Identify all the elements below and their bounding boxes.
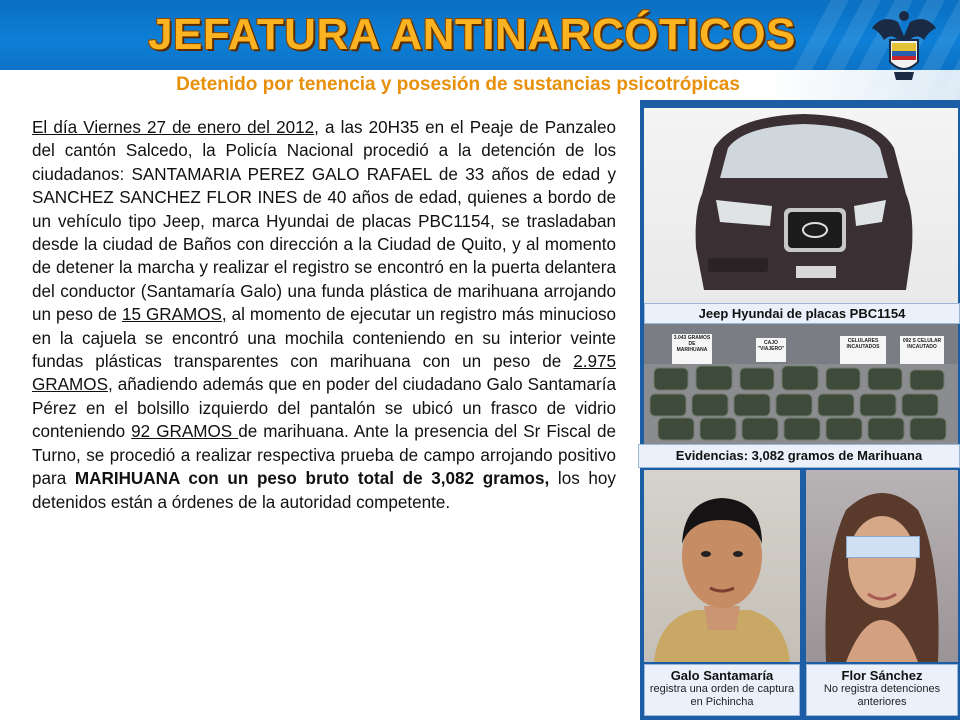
flor-photo — [806, 470, 958, 662]
weight-92g: 92 GRAMOS — [131, 422, 239, 442]
weight-15g: 15 GRAMOS, — [121, 305, 227, 325]
report-date: El día Viernes 27 de enero del 2012 — [32, 118, 315, 137]
police-emblem-icon — [868, 6, 940, 84]
jeep-photo — [644, 108, 958, 304]
evidence-photo — [644, 324, 958, 444]
galo-name: Galo Santamaría — [670, 668, 774, 683]
total-weight: MARIHUANA con un peso bruto total de 3,082 gramos, — [74, 469, 550, 489]
incident-report: El día Viernes 27 de enero del 2012, a las 20H35 en el Peaje de Panzaleo del cantón Salcedo, la Policía Nacional procedió a la detención de los ciudadanos: SANTAMARIA PEREZ GALO RAFAEL de 33 años de edad y SANCHEZ SANCHEZ FLOR INES de 40 años de edad, quienes a bordo de un vehículo tipo Jeep, marca Hyundai de placas PBC1154, se trasladaban desde la ciudad de Baños con dirección a la Ciudad de Quito, y al momento de detener la marcha y realizar el registro se encontró en la puerta delantera del conductor (Santamaría Galo) una funda plástica de marihuana arrojando un peso de 15 GRAMOS, al momento de ejecutar un registro más minucioso en la cajuela se encontró una mochila conteniendo en su interior veinte fundas plásticas transparentes con marihuana con un peso de 2.975 GRAMOS, añadiendo además que en poder del ciudadano Galo Santamaría Pérez en el bolsillo izquierdo del pantalón se ubicó un frasco de vidrio conteniendo 92 GRAMOS de marihuana. Ante la presencia del Sr Fiscal de Turno, se procedió a realizar respectiva prueba de campo arrojando positivo para MARIHUANA con un peso bruto total de 3,082 gramos, los hoy detenidos están a órdenes de la autoridad competente. — [32, 118, 617, 512]
page-subtitle: Detenido por tenencia y posesión de sustancias psicotrópicas — [176, 74, 740, 95]
eye-censor-bar — [846, 536, 920, 558]
evidence-sign-2: CAJO "VIAJERO" — [757, 340, 785, 352]
flor-name: Flor Sánchez — [841, 668, 923, 683]
weight-2975g: 2.975 GRAMOS — [32, 352, 616, 395]
galo-caption — [644, 664, 800, 716]
flor-note: No registra detenciones anteriores — [823, 683, 941, 708]
galo-note: registra una orden de captura en Pichincha — [649, 683, 795, 708]
evidence-caption: Evidencias: 3,082 gramos de Marihuana — [638, 444, 960, 468]
jeep-caption: Jeep Hyundai de placas PBC1154 — [644, 303, 960, 324]
galo-photo — [644, 470, 800, 662]
page-title: JEFATURA ANTINARCÓTICOS — [148, 10, 796, 59]
flor-caption — [806, 664, 958, 716]
evidence-sign-4: 092 S CELULAR INCAUTADO — [902, 338, 942, 350]
evidence-sign-3: CELULARES INCAUTADOS — [846, 338, 880, 350]
evidence-sign-1: 3.043 GRAMOS DE MARIHUANA — [673, 335, 711, 353]
